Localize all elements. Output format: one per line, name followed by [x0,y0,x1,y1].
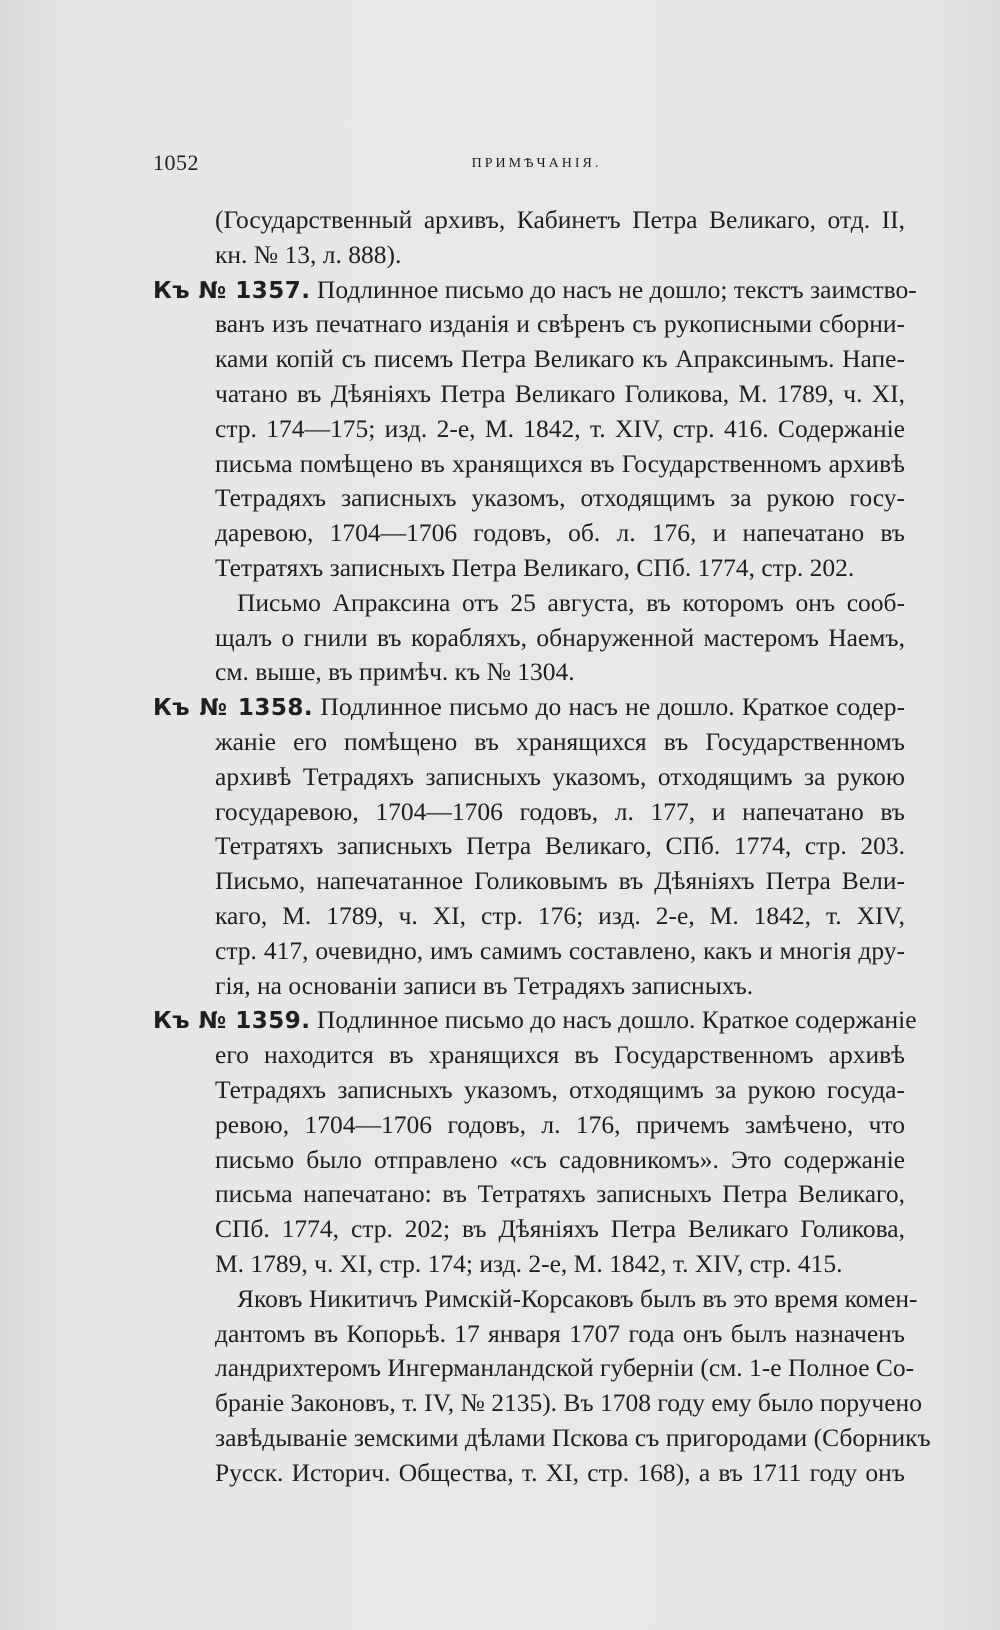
text-line [153,1247,905,1282]
text-line [153,307,905,342]
line-text: ками копій съ писемъ Петра Великаго къ Апраксинымъ. Напе- [215,344,905,374]
line-text: Яковъ Никитичъ Римскій-Корсаковъ былъ въ это время комен- [237,1283,918,1313]
text-line [153,1317,905,1352]
line-text: Письмо Апраксина отъ 25 августа, въ которомъ онъ сооб- [237,587,905,617]
text-line [153,447,905,482]
line-text: Подлинное письмо до насъ дошло. Краткое содержаніе [310,1005,917,1035]
text-line [153,1038,905,1073]
text-line [153,899,905,934]
text-line [153,1177,905,1212]
line-text: Русск. Историч. Общества, т. XI, стр. 168), а въ 1711 году онъ [215,1457,905,1487]
line-text: государевою, 1704—1706 годовъ, л. 177, и напечатано въ [215,796,905,826]
text-line [153,655,905,690]
line-text: браніе Законовъ, т. IV, № 2135). Въ 1708 году ему было поручено [215,1388,922,1418]
line-text: Тетратяхъ записныхъ Петра Великаго, СПб. 1774, стр. 203. [215,831,905,861]
line-text: щалъ о гнили въ корабляхъ, обнаруженной мастеромъ Наемъ, [215,622,905,652]
text-line [153,342,905,377]
line-text: письмо было отправлено «съ садовникомъ». Это содержаніе [215,1144,905,1174]
text-line [153,1073,905,1108]
line-text: Подлинное письмо до насъ не дошло; текстъ заимство- [310,274,917,304]
line-text: Тетрадяхъ записныхъ указомъ, отходящимъ за рукою госуда- [215,1074,905,1104]
line-text: Тетрадяхъ записныхъ указомъ, отходящимъ за рукою госу- [215,483,905,513]
page-number: 1052 [153,150,199,175]
text-line [153,586,905,621]
text-line [153,1143,905,1178]
text-line [153,516,905,551]
text-line [153,377,905,412]
text-line [153,864,905,899]
line-text: (Государственный архивъ, Кабинетъ Петра Великаго, отд. II, [215,205,905,234]
line-text: стр. 174—175; изд. 2-е, М. 1842, т. XIV, стр. 416. Содержаніе [215,413,905,443]
text-line [153,621,905,656]
line-text: Подлинное письмо до насъ не дошло. Краткое содер- [313,692,905,722]
line-text: завѣдываніе земскими дѣлами Пскова съ пригородами (Сборникъ [215,1422,931,1452]
running-title: ПРИМѢЧАНІЯ. [471,156,602,171]
line-text: ревою, 1704—1706 годовъ, л. 176, причемъ замѣчено, что [215,1109,905,1139]
text-line [153,1351,915,1386]
line-text: кн. № 13, л. 888). [215,239,402,269]
line-text: гія, на основаніи записи въ Тетрадяхъ записныхъ. [215,970,754,1000]
line-text: даревою, 1704—1706 годовъ, об. л. 176, и напечатано въ [215,518,905,548]
text-line [153,1003,917,1038]
line-text: см. выше, въ примѣч. къ № 1304. [215,657,575,687]
text-line [153,273,917,308]
text-line [153,238,905,273]
text-line [153,1456,905,1491]
line-text: ландрихтеромъ Ингерманландской губерніи (см. 1-е Полное Со- [215,1353,915,1383]
line-text: ванъ изъ печатнаго изданія и свѣренъ съ рукописными сборни- [215,309,905,339]
text-line [153,795,905,830]
line-text: чатано въ Дѣяніяхъ Петра Великаго Голикова, М. 1789, ч. XI, [215,378,905,408]
text-line [153,1108,905,1143]
text-line [153,969,905,1004]
page-header [153,150,920,180]
note-heading: Къ № 1357. [153,277,311,304]
notes-body [153,203,931,1490]
line-text: стр. 417, очевидно, имъ самимъ составлено, какъ и многія дру- [215,935,905,965]
line-text: СПб. 1774, стр. 202; въ Дѣяніяхъ Петра Великаго Голикова, [215,1214,905,1244]
line-text: письма помѣщено въ хранящихся въ Государственномъ архивѣ [215,448,905,478]
text-line [153,725,905,760]
text-line [153,690,905,725]
text-line [153,1386,922,1421]
text-line [153,760,905,795]
text-line [153,203,905,238]
text-line [153,934,905,969]
line-text: дантомъ въ Копорьѣ. 17 января 1707 года онъ былъ назначенъ [215,1318,905,1348]
line-text: каго, М. 1789, ч. XI, стр. 176; изд. 2-е, М. 1842, т. XIV, [215,900,905,930]
text-line [153,1212,905,1247]
text-line [153,1282,918,1317]
text-line [153,481,905,516]
note-heading: Къ № 1358. [153,695,314,722]
line-text: письма напечатано: въ Тетратяхъ записныхъ Петра Великаго, [215,1179,905,1209]
line-text: Тетратяхъ записныхъ Петра Великаго, СПб. 1774, стр. 202. [215,552,855,582]
text-line [153,551,905,586]
line-text: Письмо, напечатанное Голиковымъ въ Дѣяніяхъ Петра Вели- [215,866,905,896]
line-text: архивѣ Тетрадяхъ записныхъ указомъ, отходящимъ за рукою [215,761,905,791]
text-line [153,1421,931,1456]
note-heading: Къ № 1359. [153,1008,311,1035]
line-text: жаніе его помѣщено въ хранящихся въ Государственномъ [215,726,905,756]
text-line [153,412,905,447]
text-line [153,829,905,864]
line-text: его находится въ хранящихся въ Государственномъ архивѣ [215,1040,905,1070]
line-text: М. 1789, ч. XI, стр. 174; изд. 2-е, М. 1842, т. XIV, стр. 415. [215,1248,843,1278]
